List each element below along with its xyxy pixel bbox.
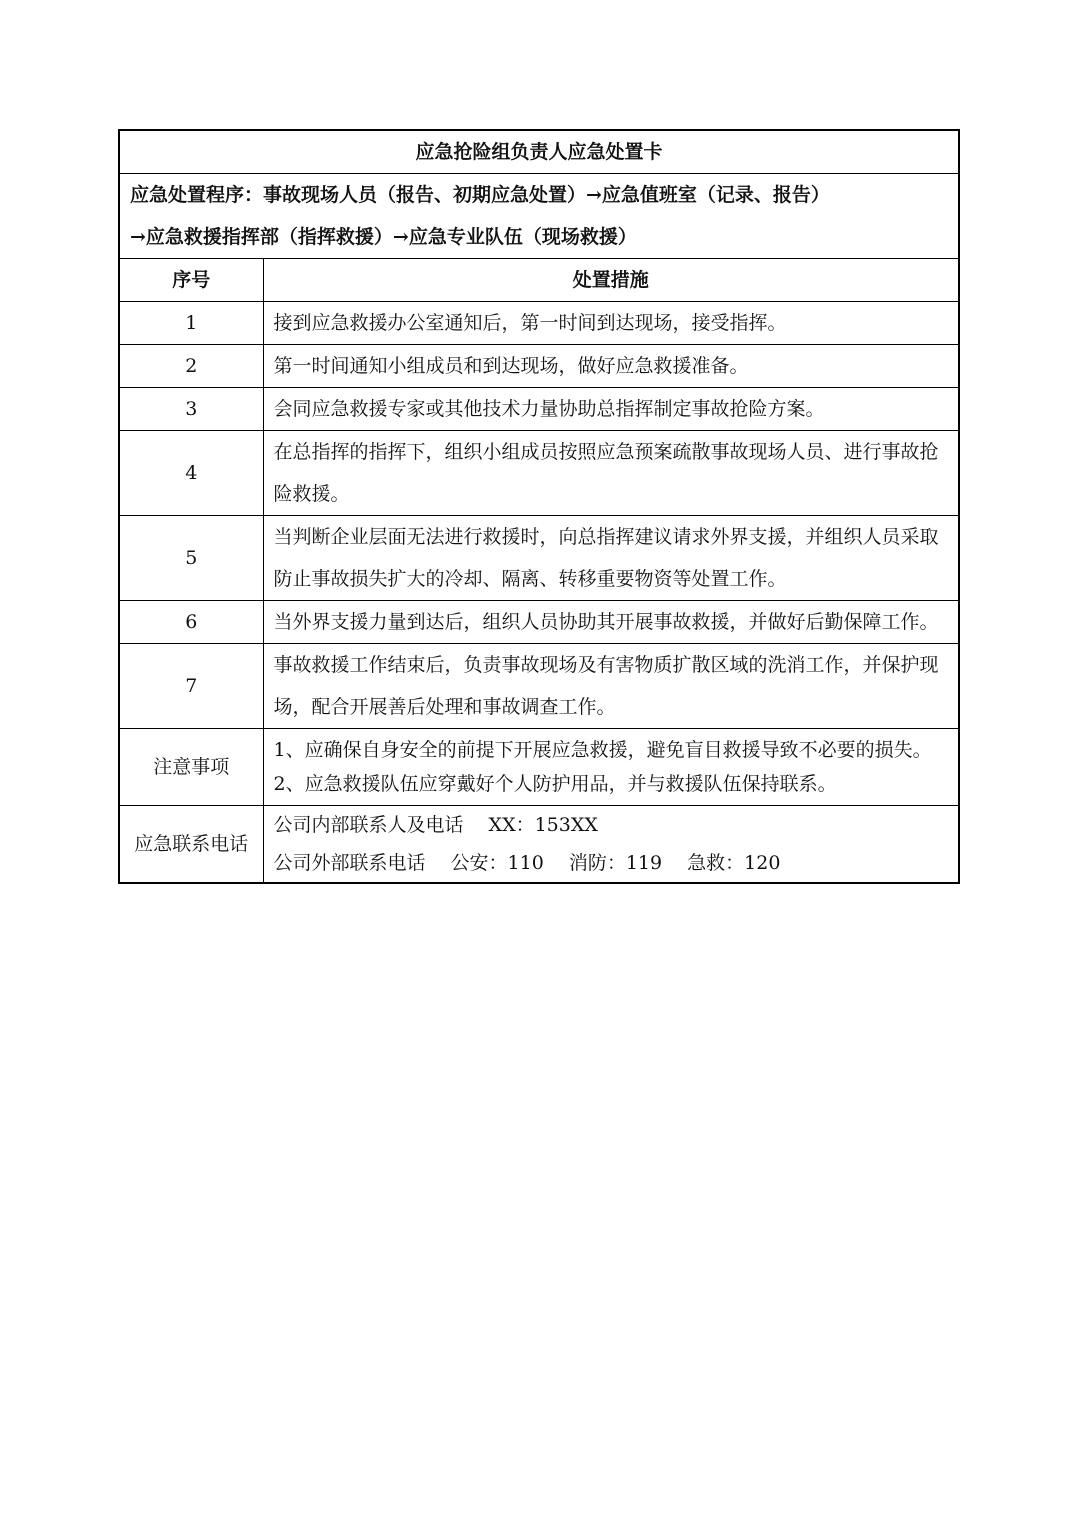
notes-content bbox=[263, 729, 959, 806]
note-item-2: 2、应急救援队伍应穿戴好个人防护用品，并与救援队伍保持联系。 bbox=[273, 773, 837, 795]
row-measure: 接到应急救援办公室通知后，第一时间到达现场，接受指挥。 bbox=[263, 302, 959, 345]
notes-label: 注意事项 bbox=[119, 729, 263, 806]
row-measure: 事故救援工作结束后，负责事故现场及有害物质扩散区域的洗消工作，并保护现场，配合开展善后处理和事故调查工作。 bbox=[263, 644, 959, 729]
table-row bbox=[119, 431, 959, 516]
procedure-text bbox=[119, 174, 959, 259]
row-measure: 当判断企业层面无法进行救援时，向总指挥建议请求外界支援，并组织人员采取防止事故损失扩大的冷却、隔离、转移重要物资等处置工作。 bbox=[263, 516, 959, 601]
contact-row bbox=[119, 806, 959, 884]
row-number: 2 bbox=[119, 345, 263, 388]
procedure-line-2: →应急救援指挥部（指挥救援）→应急专业队伍（现场救援） bbox=[130, 226, 637, 248]
row-measure: 第一时间通知小组成员和到达现场，做好应急救援准备。 bbox=[263, 345, 959, 388]
row-measure: 会同应急救援专家或其他技术力量协助总指挥制定事故抢险方案。 bbox=[263, 388, 959, 431]
contact-label: 应急联系电话 bbox=[119, 806, 263, 884]
row-number: 5 bbox=[119, 516, 263, 601]
contact-external: 公司外部联系电话 公安：110 消防：119 急救：120 bbox=[273, 852, 781, 874]
table-row bbox=[119, 601, 959, 644]
row-measure: 当外界支援力量到达后，组织人员协助其开展事故救援，并做好后勤保障工作。 bbox=[263, 601, 959, 644]
contact-content bbox=[263, 806, 959, 884]
procedure-row bbox=[119, 174, 959, 259]
row-number: 4 bbox=[119, 431, 263, 516]
table-row bbox=[119, 388, 959, 431]
row-number: 6 bbox=[119, 601, 263, 644]
note-item-1: 1、应确保自身安全的前提下开展应急救援，避免盲目救援导致不必要的损失。 bbox=[273, 739, 932, 761]
header-measure: 处置措施 bbox=[263, 259, 959, 302]
table-row bbox=[119, 302, 959, 345]
row-number: 7 bbox=[119, 644, 263, 729]
notes-row bbox=[119, 729, 959, 806]
table-row bbox=[119, 345, 959, 388]
table-row bbox=[119, 644, 959, 729]
header-no: 序号 bbox=[119, 259, 263, 302]
table-row bbox=[119, 516, 959, 601]
row-number: 3 bbox=[119, 388, 263, 431]
header-row bbox=[119, 259, 959, 302]
row-number: 1 bbox=[119, 302, 263, 345]
row-measure: 在总指挥的指挥下，组织小组成员按照应急预案疏散事故现场人员、进行事故抢险救援。 bbox=[263, 431, 959, 516]
procedure-line-1: 应急处置程序：事故现场人员（报告、初期应急处置）→应急值班室（记录、报告） bbox=[130, 184, 830, 206]
emergency-card-table bbox=[118, 129, 960, 884]
contact-internal: 公司内部联系人及电话 XX：153XX bbox=[273, 814, 598, 836]
title-row bbox=[119, 130, 959, 174]
card-title: 应急抢险组负责人应急处置卡 bbox=[119, 130, 959, 174]
